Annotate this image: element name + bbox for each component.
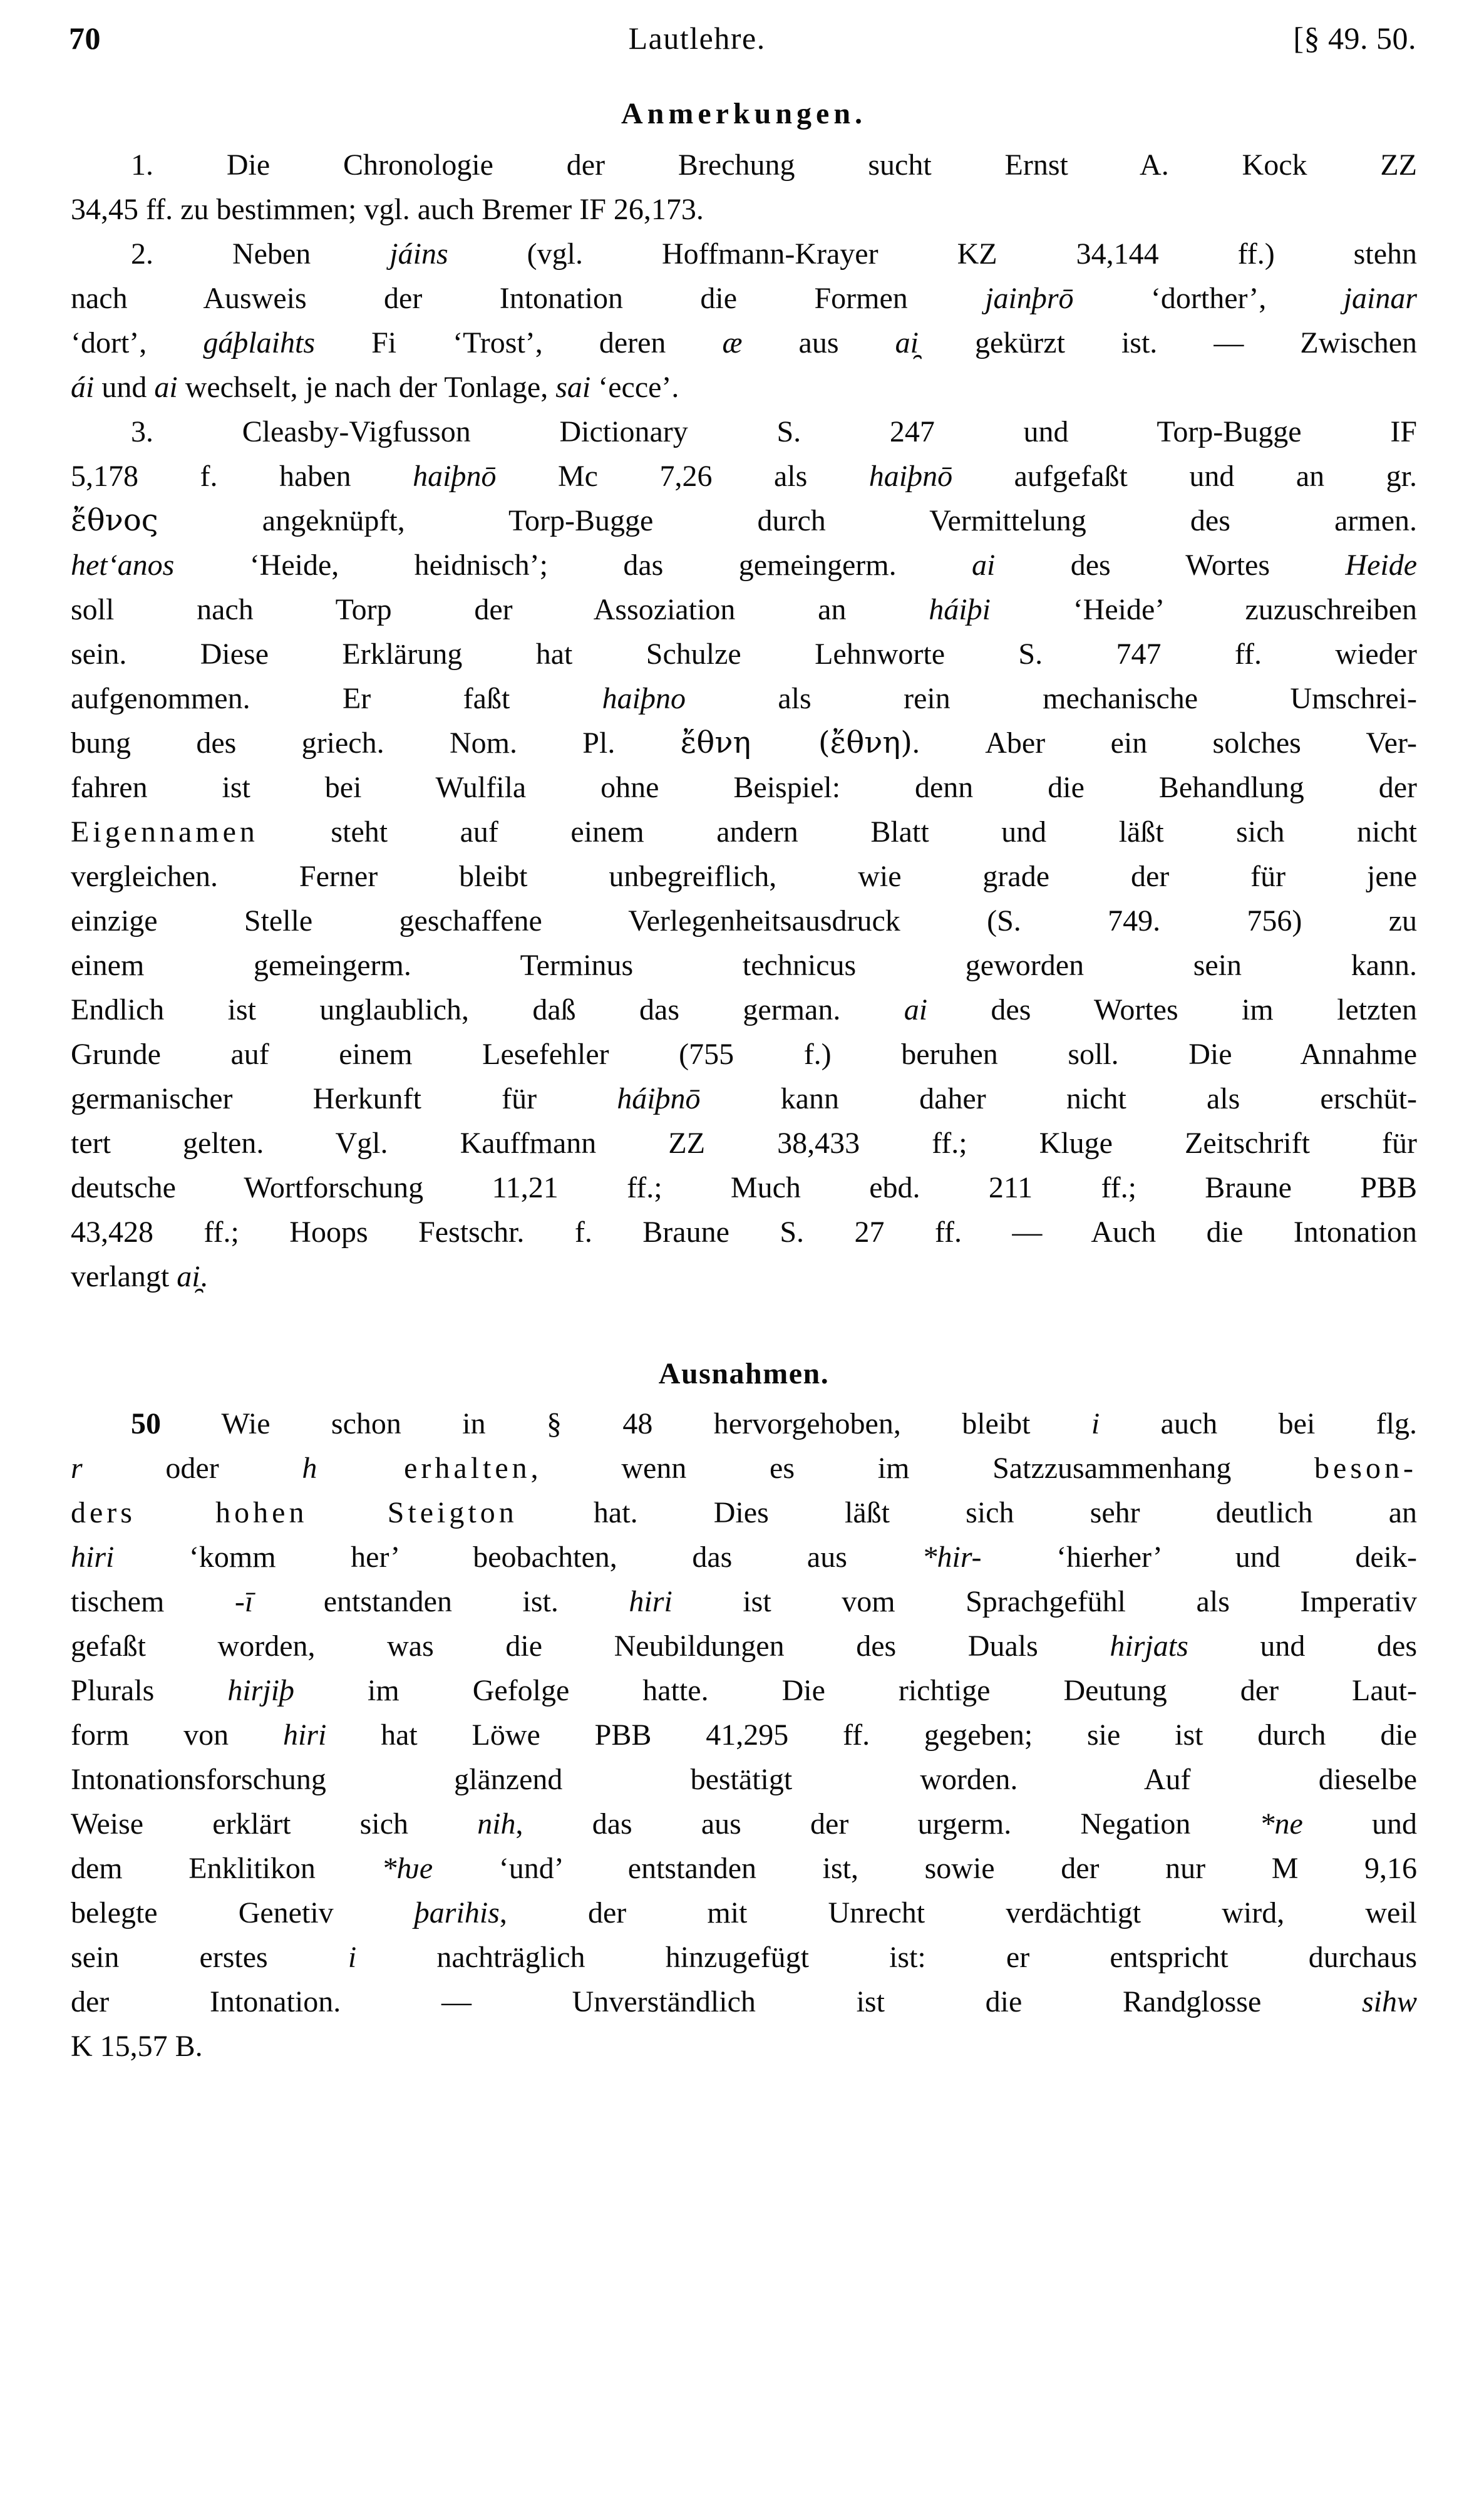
line-text: angeknüpft, Torp-Bugge durch Vermittelung des armen. xyxy=(158,504,1417,537)
line-text: vergleichen. Ferner bleibt unbegreiflich, wie grade der für jene xyxy=(71,860,1417,893)
gothic-form: jáins xyxy=(389,237,448,271)
line-text: sein erstes xyxy=(71,1941,348,1974)
line-text: , der mit Unrecht verdächtigt wird, weil xyxy=(499,1896,1418,1929)
text-line xyxy=(71,1402,1417,1446)
text-line xyxy=(71,187,1417,232)
running-head xyxy=(69,23,1416,54)
line-text: entstanden ist. xyxy=(253,1585,629,1618)
gothic-form: sai xyxy=(555,371,591,404)
text-line xyxy=(71,1846,1417,1891)
line-text: aufgenommen. Er faßt xyxy=(71,682,602,715)
greek-word: ἔθνος xyxy=(71,503,158,538)
text-line xyxy=(71,1490,1417,1535)
line-text: 3. Cleasby-Vigfusson Dictionary S. 247 und Torp-Bugge IF xyxy=(131,415,1417,448)
line-text: Endlich ist unglaublich, daß das german. xyxy=(71,993,904,1026)
text-line xyxy=(71,1579,1417,1624)
line-text: 34,45 ff. zu bestimmen; vgl. auch Bremer IF 26,173. xyxy=(71,193,704,226)
line-text: Grunde auf einem Lesefehler (755 f.) beruhen soll. Die Annahme xyxy=(71,1038,1417,1071)
line-text: form von xyxy=(71,1718,283,1752)
phoneme-ai: ai̯ xyxy=(895,326,919,359)
line-text: ‘ecce’. xyxy=(590,371,679,404)
line-text: aufgefaßt und an gr. xyxy=(952,460,1418,493)
running-title: Lautlehre. xyxy=(628,21,766,56)
text-line xyxy=(71,1891,1417,1935)
line-text: dem Enklitikon xyxy=(71,1852,382,1885)
phoneme-h: h xyxy=(302,1452,317,1485)
text-line xyxy=(71,321,1417,365)
gothic-form: haiþno xyxy=(602,682,686,715)
text-line xyxy=(71,676,1417,721)
text-line xyxy=(71,854,1417,899)
phoneme-ai: ai xyxy=(972,549,996,582)
gothic-form: hiri xyxy=(71,1541,115,1574)
gothic-form: jainþrō xyxy=(985,282,1074,315)
line-text: kann daher nicht als erschüt- xyxy=(700,1082,1417,1115)
phoneme-i-macron: ī xyxy=(244,1585,254,1618)
line-text: als rein mechanische Umschrei- xyxy=(686,682,1417,715)
text-line xyxy=(71,1032,1417,1077)
line-text: im Gefolge hatte. Die richtige Deutung der Laut- xyxy=(294,1674,1417,1707)
text-line xyxy=(71,498,1417,543)
phoneme-i: i xyxy=(1091,1407,1100,1440)
gothic-form: hirjats xyxy=(1110,1630,1188,1663)
text-line xyxy=(71,988,1417,1032)
line-text: . xyxy=(200,1260,208,1293)
line-text: wechselt, je nach der Tonlage, xyxy=(177,371,556,404)
line-text: und xyxy=(94,371,155,404)
gothic-form: hiri xyxy=(629,1585,672,1618)
text-line xyxy=(71,1210,1417,1254)
phoneme-ai-acute: ái xyxy=(71,371,95,404)
text-line xyxy=(71,143,1417,187)
line-text: 2. Neben xyxy=(131,237,390,271)
line-text: ‘und’ entstanden ist, sowie der nur M 9,16 xyxy=(433,1852,1417,1885)
text-line xyxy=(71,587,1417,632)
line-text: oder xyxy=(82,1452,302,1485)
phoneme-ai: ai xyxy=(904,993,928,1026)
phoneme-ai: ai xyxy=(154,371,178,404)
emphasized-word-eigennamen: Eigennamen xyxy=(71,815,259,849)
phoneme-i: i xyxy=(348,1941,357,1974)
paragraph-indent xyxy=(71,1407,131,1440)
line-text: und des xyxy=(1188,1630,1417,1663)
line-text: . Aber ein solches Ver- xyxy=(912,726,1417,760)
gothic-form: jainar xyxy=(1343,282,1418,315)
phoneme-r: r xyxy=(71,1452,83,1485)
emphasized-word-erhalten: erhalten xyxy=(317,1452,531,1485)
line-text: der Intonation. — Unverständlich ist die Randglosse xyxy=(71,1985,1362,2018)
gothic-form: háiþi xyxy=(929,593,991,626)
line-text: 1. Die Chronologie der Brechung sucht Ernst A. Kock ZZ xyxy=(131,148,1417,182)
text-line xyxy=(71,1624,1417,1668)
gothic-form: nih xyxy=(477,1807,516,1841)
line-text: hat Löwe PBB 41,295 ff. gegeben; sie ist durch die xyxy=(326,1718,1418,1752)
text-line xyxy=(71,810,1417,854)
line-text: bung des griech. Nom. Pl. xyxy=(71,726,681,760)
reconstructed-form: *ƕe xyxy=(381,1852,433,1885)
text-line xyxy=(71,899,1417,943)
line-text: einzige Stelle geschaffene Verlegenheitsausdruck (S. 749. 756) zu xyxy=(71,904,1417,937)
section-number: 50 xyxy=(131,1407,161,1440)
phoneme-ae: æ xyxy=(722,326,743,359)
armenian-form: hetʻanos xyxy=(71,549,175,582)
line-text: , das aus der urgerm. Negation xyxy=(515,1807,1260,1841)
line-text: auch bei flg. xyxy=(1100,1407,1417,1440)
line-text: aus xyxy=(742,326,895,359)
text-line xyxy=(71,410,1417,454)
greek-word: ἔθνη (ἔθνη) xyxy=(680,725,912,760)
paragraph-indent xyxy=(71,148,131,182)
line-text: des Wortes xyxy=(995,549,1346,582)
heading-ausnahmen: Ausnahmen. xyxy=(658,1357,830,1390)
gothic-form: haiþnō xyxy=(868,460,953,493)
reconstructed-form: *ne xyxy=(1259,1807,1303,1841)
text-line xyxy=(71,721,1417,765)
line-text: Wie schon in § 48 hervorgehoben, bleibt xyxy=(161,1407,1091,1440)
text-line xyxy=(71,1165,1417,1210)
line-text: ‘hierher’ und deik- xyxy=(981,1541,1418,1574)
line-text: fahren ist bei Wulfila ohne Beispiel: denn die Behandlung der xyxy=(71,771,1417,804)
text-line xyxy=(71,1935,1417,1980)
text-line xyxy=(71,1254,1417,1299)
line-text: ‘komm her’ beobachten, das aus xyxy=(114,1541,922,1574)
line-text: nachträglich hinzugefügt ist: er entspricht durchaus xyxy=(356,1941,1417,1974)
text-line xyxy=(71,1802,1417,1846)
line-text: tert gelten. Vgl. Kauffmann ZZ 38,433 ff.; Kluge Zeitschrift für xyxy=(71,1127,1417,1160)
gothic-form: hiri xyxy=(282,1718,327,1752)
phoneme-ai: ai̯ xyxy=(177,1260,200,1293)
text-line xyxy=(71,943,1417,988)
line-text: , wenn es im Satzzusammenhang xyxy=(530,1452,1315,1485)
line-text: Plurals xyxy=(71,1674,228,1707)
line-text: (vgl. Hoffmann-Krayer KZ 34,144 ff.) stehn xyxy=(448,237,1417,271)
section-gap xyxy=(71,1299,1417,1359)
gothic-form: gáþlaihts xyxy=(203,326,316,359)
line-text: steht auf einem andern Blatt und läßt sich nicht xyxy=(258,815,1417,849)
gothic-form: háiþnō xyxy=(617,1082,701,1115)
german-word-heide: Heide xyxy=(1345,549,1418,582)
line-text: einem gemeingerm. Terminus technicus geworden sein kann. xyxy=(71,949,1417,982)
text-line xyxy=(71,1121,1417,1165)
line-text: sein. Diese Erklärung hat Schulze Lehnworte S. 747 ff. wieder xyxy=(71,638,1417,671)
text-line xyxy=(71,2024,1417,2069)
text-line xyxy=(71,543,1417,587)
line-text: ‘Heide, heidnisch’; das gemeingerm. xyxy=(174,549,972,582)
text-line xyxy=(71,1668,1417,1713)
line-text: ‘dort’, xyxy=(71,326,204,359)
line-text: nach Ausweis der Intonation die Formen xyxy=(71,282,986,315)
line-text: soll nach Torp der Assoziation an xyxy=(71,593,929,626)
line-text: des Wortes im letzten xyxy=(927,993,1417,1026)
line-text: tischem - xyxy=(71,1585,245,1618)
line-text: verlangt xyxy=(71,1260,177,1293)
paragraph-indent xyxy=(71,415,131,448)
line-text: hat. Dies läßt sich sehr deutlich an xyxy=(517,1496,1418,1529)
line-text: Fi ‘Trost’, deren xyxy=(315,326,723,359)
reconstructed-form: *hir- xyxy=(922,1541,982,1574)
text-line xyxy=(71,1757,1417,1802)
heading-anmerkungen: Anmerkungen. xyxy=(621,97,867,130)
line-text: Weise erklärt sich xyxy=(71,1807,478,1841)
line-text: gefaßt worden, was die Neubildungen des Duals xyxy=(71,1630,1110,1663)
paragraph-indent xyxy=(71,237,131,271)
emphasized-word-besonders-b: ders hohen Steigton xyxy=(71,1496,518,1529)
line-text: Intonationsforschung glänzend bestätigt worden. Auf dieselbe xyxy=(71,1763,1417,1796)
text-line xyxy=(71,365,1417,410)
text-line xyxy=(71,232,1417,276)
text-line xyxy=(71,454,1417,498)
line-text: und xyxy=(1302,1807,1418,1841)
line-text: ist vom Sprachgefühl als Imperativ xyxy=(672,1585,1417,1618)
line-text: ‘dorther’, xyxy=(1073,282,1344,315)
line-text: germanischer Herkunft für xyxy=(71,1082,617,1115)
line-text: belegte Genetiv xyxy=(71,1896,415,1929)
gothic-form: þarihis xyxy=(414,1896,500,1929)
line-text: ‘Heide’ zuzuschreiben xyxy=(990,593,1417,626)
gothic-form: hirjiþ xyxy=(227,1674,295,1707)
gothic-form: sihw xyxy=(1361,1985,1417,2018)
emphasized-word-besonders-a: beson- xyxy=(1314,1452,1417,1485)
section-reference: [§ 49. 50. xyxy=(1293,21,1416,56)
line-text: 43,428 ff.; Hoops Festschr. f. Braune S. 27 ff. — Auch die Intonation xyxy=(71,1216,1417,1249)
page-folio-number: 70 xyxy=(69,21,101,56)
line-text: deutsche Wortforschung 11,21 ff.; Much ebd. 211 ff.; Braune PBB xyxy=(71,1171,1417,1204)
text-line xyxy=(71,276,1417,321)
gothic-form: haiþnō xyxy=(413,460,497,493)
text-line xyxy=(71,1077,1417,1121)
line-text: Mc 7,26 als xyxy=(496,460,869,493)
line-text: K 15,57 B. xyxy=(71,2030,203,2063)
text-line xyxy=(71,1713,1417,1757)
text-line xyxy=(71,1980,1417,2024)
line-text: gekürzt ist. — Zwischen xyxy=(918,326,1418,359)
text-line xyxy=(71,765,1417,810)
text-body xyxy=(71,75,1417,2069)
text-line xyxy=(71,1535,1417,1579)
text-line xyxy=(71,1446,1417,1490)
line-text: 5,178 f. haben xyxy=(71,460,413,493)
text-line xyxy=(71,632,1417,676)
